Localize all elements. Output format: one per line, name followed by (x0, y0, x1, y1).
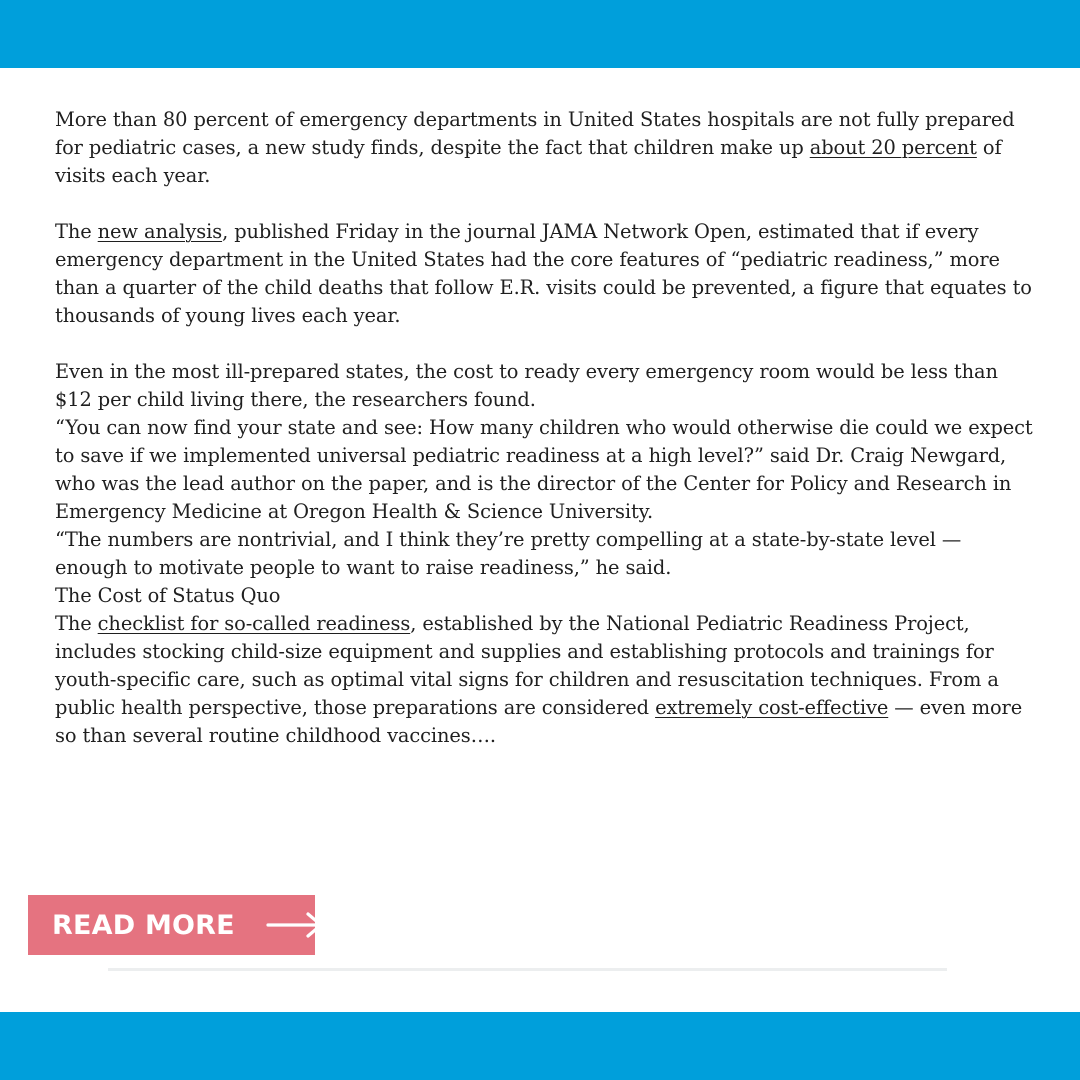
divider-line (108, 968, 947, 971)
paragraph-quote-newgard: “You can now find your state and see: How many children who would otherwise die could we expect to save if we implemented universal pediatric readiness at a high level?” said Dr. Craig Newgard, who was the lead author on the paper, and is the director of the Center for Policy and Research in Emergency Medicine at Oregon Health & Science University. (55, 416, 1033, 523)
read-more-label: READ MORE (52, 909, 235, 941)
paragraph-quote-numbers: “The numbers are nontrivial, and I think they’re pretty compelling at a state-by-state level — enough to motivate people to want to raise readiness,” he said. (55, 528, 962, 579)
paragraph-analysis: The new analysis, published Friday in the journal JAMA Network Open, estimated that if every emergency department in the United States had the core features of “pediatric readiness,” more than a quarter of the child deaths that follow E.R. visits could be prevented, a figure that equates to thousands of young lives each year. (55, 220, 1032, 327)
read-more-button[interactable] (28, 895, 315, 955)
paragraph-intro: More than 80 percent of emergency departments in United States hospitals are not fully prepared for pediatric cases, a new study finds, despite the fact that children make up about 20 percent of visits each year. (55, 108, 1015, 187)
paragraph-cost: Even in the most ill-prepared states, the cost to ready every emergency room would be less than $12 per child living there, the researchers found. (55, 360, 998, 411)
link-checklist-readiness[interactable]: checklist for so-called readiness (97, 612, 411, 635)
link-about-20-percent[interactable]: about 20 percent (809, 136, 977, 159)
paragraph-spacer (55, 190, 1035, 218)
paragraph-spacer (55, 330, 1035, 358)
bottom-banner-bar (0, 1012, 1080, 1080)
article-body (55, 106, 1035, 750)
top-banner-bar (0, 0, 1080, 68)
link-new-analysis[interactable]: new analysis (97, 220, 223, 243)
arrow-right-icon (266, 911, 324, 939)
subheading: The Cost of Status Quo (55, 584, 281, 607)
paragraph-checklist: The checklist for so-called readiness, established by the National Pediatric Readiness Project, includes stocking child-size equipment and supplies and establishing protocols and trainings for youth-specific care, such as optimal vital signs for children and resuscitation techniques. From a public health perspective, those preparations are considered extremely cost-effective — even more so than several routine childhood vaccines…. (55, 612, 1023, 747)
link-cost-effective[interactable]: extremely cost-effective (655, 696, 889, 719)
